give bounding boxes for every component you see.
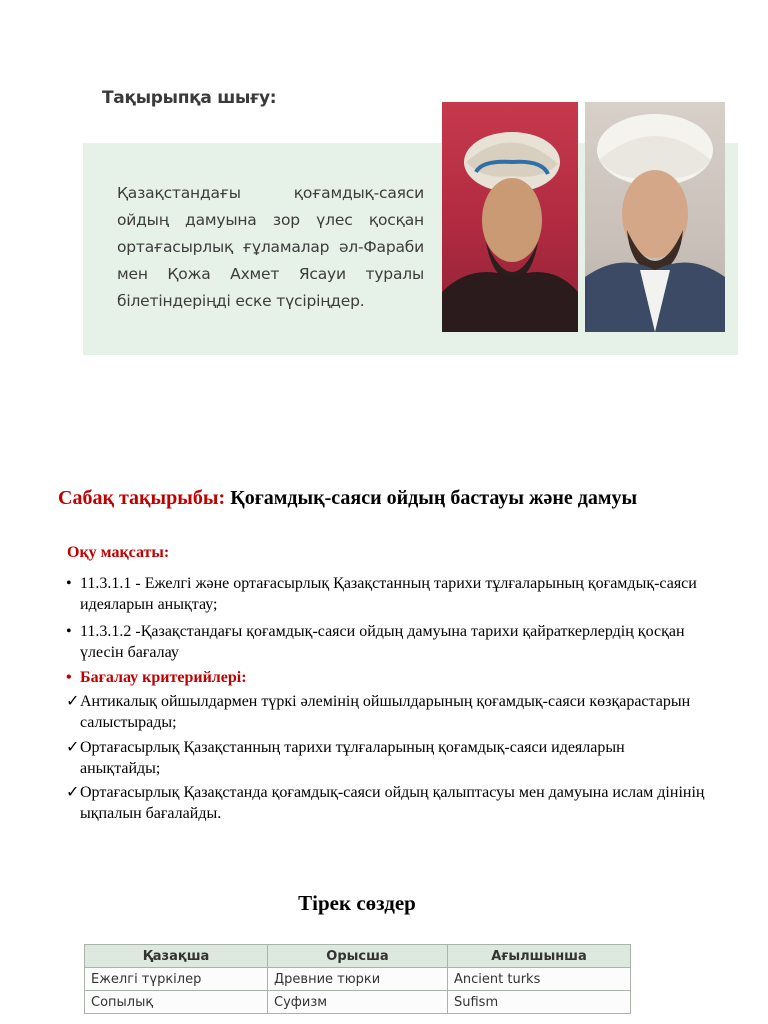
intro-heading: Тақырыпқа шығу:	[102, 88, 277, 108]
lesson-topic-title: Қоғамдық-саяси ойдың бастауы және дамуы	[225, 487, 638, 509]
criteria-item	[66, 737, 706, 779]
bullet-icon: •	[66, 669, 72, 686]
criteria-text: Ортағасырлық Қазақстанның тарихи тұлғаларының қоғамдық-саяси идеяларын анықтайды;	[80, 739, 625, 777]
table-cell: Древние тюрки	[268, 968, 448, 991]
checkmark-icon: ✓	[66, 693, 80, 710]
portrait-image-1	[442, 102, 578, 332]
table-row	[85, 991, 631, 1014]
lesson-topic-label: Сабақ тақырыбы:	[58, 487, 226, 509]
criteria-item	[66, 782, 706, 824]
criteria-heading: Бағалау критерийлері:	[80, 669, 247, 686]
table-cell: Сопылық	[85, 991, 268, 1014]
criteria-heading-item	[66, 667, 706, 688]
goal-item	[66, 621, 706, 663]
criteria-text: Антикалық ойшылдармен түркі әлемінің ойшылдарының қоғамдық-саяси көзқарастарын салыстырады;	[80, 693, 691, 731]
criteria-text: Ортағасырлық Қазақстанда қоғамдық-саяси ойдың қалыптасуы мен дамуына ислам дінінің ықпалын бағалайды.	[80, 784, 705, 822]
table-cell: Ежелгі түркілер	[85, 968, 268, 991]
bullet-icon: •	[66, 575, 72, 592]
checkmark-icon: ✓	[66, 739, 80, 756]
goals-heading: Оқу мақсаты:	[67, 544, 170, 561]
goal-text: 11.3.1.1 - Ежелгі және ортағасырлық Қазақстанның тарихи тұлғаларының қоғамдық-саяси идеяларын анықтау;	[80, 575, 697, 613]
portrait-image-2	[585, 102, 725, 332]
table-cell: Sufism	[448, 991, 631, 1014]
vocabulary-table	[84, 944, 631, 1014]
goal-text: 11.3.1.2 -Қазақстандағы қоғамдық-саяси ойдың дамуына тарихи қайраткерлердің қосқан үлесін бағалау	[80, 623, 685, 661]
keywords-title: Тірек сөздер	[298, 891, 416, 915]
table-cell: Суфизм	[268, 991, 448, 1014]
table-row	[85, 968, 631, 991]
bullet-icon: •	[66, 623, 72, 640]
column-header: Орысша	[268, 945, 448, 968]
lesson-title	[58, 487, 637, 510]
checkmark-icon: ✓	[66, 784, 80, 801]
column-header: Қазақша	[85, 945, 268, 968]
intro-text: Қазақстандағы қоғамдық-саяси ойдың дамуына зор үлес қосқан ортағасырлық ғұламалар әл-Фараби мен Қожа Ахмет Ясауи туралы білетіндеріңді еске түсіріңдер.	[117, 184, 424, 310]
column-header: Ағылшынша	[448, 945, 631, 968]
table-cell: Ancient turks	[448, 968, 631, 991]
criteria-item	[66, 691, 706, 733]
table-header-row	[85, 945, 631, 968]
goal-item	[66, 573, 706, 615]
